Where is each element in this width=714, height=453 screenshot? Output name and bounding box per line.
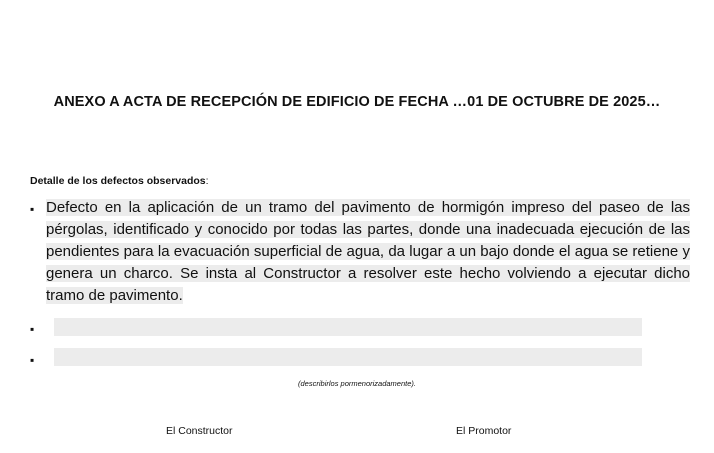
defect-text-1: Defecto en la aplicación de un tramo del pavimento de hormigón impreso del paseo de las pérgolas, identificado y conocido por todas las partes, donde una inadecuada ejecución de las pendientes para la evacuación superficial de agua, da lugar a un bajo donde el agua se retiene y genera un charco. Se insta al Constructor a resolver este hecho volviendo a ejecutar dicho tramo de pavimento.: [46, 199, 690, 304]
defect-item-1: [46, 197, 690, 307]
defect-bullet-2: ▪: [30, 322, 35, 336]
defects-heading-colon: :: [205, 175, 209, 187]
defect-item-2-field: [54, 318, 642, 336]
defect-item-3-field: [54, 348, 642, 366]
document-title: ANEXO A ACTA DE RECEPCIÓN DE EDIFICIO DE FECHA …01 DE OCTUBRE DE 2025…: [53, 94, 661, 110]
defect-bullet-1: ▪: [30, 202, 35, 216]
defect-bullet-3: ▪: [30, 353, 35, 367]
instruction-note: (describirlos pormenorizadamente).: [298, 379, 416, 388]
signature-promotor: El Promotor: [456, 425, 512, 437]
signature-constructor: El Constructor: [166, 425, 233, 437]
defects-heading-label: Detalle de los defectos observados: [30, 175, 206, 187]
defects-heading: [30, 175, 209, 187]
